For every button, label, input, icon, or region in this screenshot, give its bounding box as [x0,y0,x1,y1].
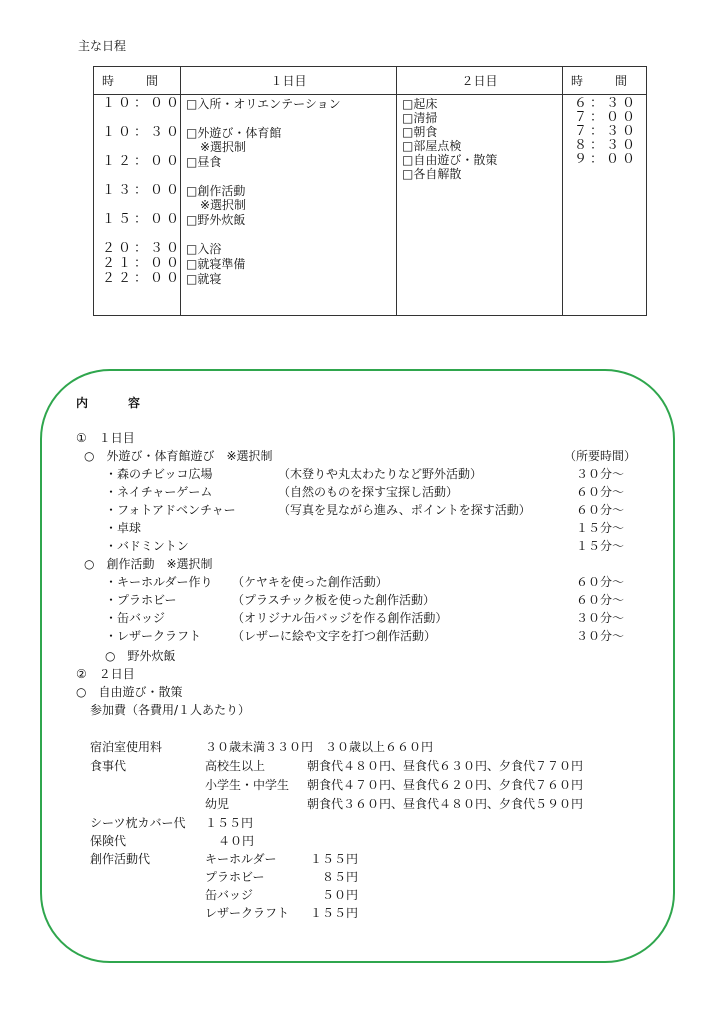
outdoor-time: １５分～ [576,521,625,535]
schedule-header-row [94,67,647,95]
day2-time: ７：００ [573,110,638,125]
craft-fee-label: 創作活動代 [90,852,151,866]
craft-fee-item: 缶バッジ [205,888,254,902]
day1-item: □入所・オリエンテーション [186,97,341,111]
meal-value: 朝食代４７０円、昼食代６２０円、夕食代７６０円 [307,778,584,792]
craft-desc: （ケヤキを使った創作活動） [232,575,388,589]
schedule-title: 主な日程 [78,39,127,53]
craft-fee-item: キーホルダー [205,852,277,866]
meal-group: 小学生・中学生 [205,778,290,792]
day1-item: □就寝準備 [186,257,246,271]
day1-item: □創作活動 [186,184,246,198]
schedule-body-row [94,95,647,316]
sheets-label: シーツ枕カバー代 [90,816,186,830]
fee-heading: 参加費（各費用/１人あたり） [90,703,251,717]
craft-name: ・キーホルダー作り [105,575,213,589]
insurance-label: 保険代 [90,834,127,848]
craft-fee-item: レザークラフト [205,906,290,920]
day1-item: □入浴 [186,242,222,256]
day1-time: ２０：３０ [102,241,183,256]
outdoor-time: ６０分～ [576,485,625,499]
meal-group: 高校生以上 [205,759,266,773]
day1-item: □昼食 [186,155,222,169]
craft-desc: （プラスチック板を使った創作活動） [232,593,436,607]
day2-time: ７：３０ [573,124,638,139]
meal-value: 朝食代４８０円、昼食代６３０円、夕食代７７０円 [307,759,584,773]
day2-time: ８：３０ [573,138,638,153]
content-title: 内 容 [76,396,155,410]
craft-desc: （レザーに絵や文字を打つ創作活動） [232,629,437,643]
lodging-value: ３０歳未満３３０円 ３０歳以上６６０円 [205,740,434,754]
outdoor-desc: （自然のものを探す宝探し活動） [278,485,459,499]
outdoor-time: ６０分～ [576,503,625,517]
day1-time: ２２：００ [102,271,183,286]
day2-item: □朝食 [402,125,438,139]
day1-note: ※選択制 [200,198,247,212]
day2-time: ６：３０ [573,96,638,111]
day1-times-cell [94,95,181,316]
outdoor-heading: ○ 外遊び・体育館遊び ※選択制 [84,449,273,463]
craft-name: ・プラホビー [105,593,177,607]
craft-desc: （オリジナル缶バッジを作る創作活動） [232,611,448,625]
meal-value: 朝食代３６０円、昼食代４８０円、夕食代５９０円 [307,797,584,811]
day1-time: １２：００ [102,154,183,169]
header-day2: ２日目 [397,67,563,95]
outdoor-time: １５分～ [576,539,625,553]
day2-item: □各自解散 [402,167,462,181]
meal-group: 幼児 [205,797,230,811]
outdoor-name: ・フォトアドベンチャー [105,503,236,517]
day1-time: ２１：００ [102,256,183,271]
day2-item: □起床 [402,97,438,111]
craft-fee-price: １５５円 [309,852,358,866]
outdoor-desc: （木登りや丸太わたりなど野外活動） [278,467,483,481]
header-day1: １日目 [181,67,397,95]
outdoor-name: ・卓球 [105,521,142,535]
day1-time: １３：００ [102,183,183,198]
header-time-right: 時 間 [563,67,647,95]
day1-note: ※選択制 [200,140,247,154]
craft-fee-item: プラホビー [205,870,265,884]
meal-label: 食事代 [90,759,127,773]
craft-fee-price: １５５円 [309,906,358,920]
day2-item: □清掃 [402,111,438,125]
day1-item: □野外炊飯 [186,213,246,227]
header-time-left: 時 間 [94,67,181,95]
craft-name: ・レザークラフト [105,629,202,643]
craft-time: ６０分～ [576,575,625,589]
craft-heading: ○ 創作活動 ※選択制 [84,557,213,571]
free-play-item: ○ 自由遊び・散策 [76,685,183,699]
day1-items-cell [181,95,397,316]
outdoor-desc: （写真を見ながら進み、ポイントを探す活動） [278,503,531,517]
cooking-item: ○ 野外炊飯 [105,649,176,663]
craft-name: ・缶バッジ [105,611,166,625]
craft-fee-price: ８５円 [321,870,358,884]
craft-time: ６０分～ [576,593,625,607]
craft-time: ３０分～ [576,629,625,643]
craft-time: ３０分～ [576,611,625,625]
day1-time: １０：３０ [102,125,183,140]
day1-time: １０：００ [102,96,183,111]
day2-heading: ② ２日目 [76,667,135,681]
duration-header: （所要時間） [564,449,637,463]
insurance-value: ４０円 [218,834,255,848]
day1-heading: ① １日目 [76,431,135,445]
schedule-table [93,66,647,316]
day1-item: □外遊び・体育館 [186,126,282,140]
lodging-label: 宿泊室使用料 [90,740,163,754]
day1-time: １５：００ [102,212,183,227]
day2-times-cell [563,95,647,316]
outdoor-name: ・森のチビッコ広場 [105,467,213,481]
day2-item: □自由遊び・散策 [402,153,498,167]
day2-time: ９：００ [573,152,638,167]
day1-item: □就寝 [186,272,222,286]
craft-fee-price: ５０円 [321,888,358,902]
outdoor-name: ・バドミントン [105,539,189,553]
day2-item: □部屋点検 [402,139,462,153]
outdoor-time: ３０分～ [576,467,625,481]
day2-items-cell [397,95,563,316]
outdoor-name: ・ネイチャーゲーム [105,485,213,499]
sheets-value: １５５円 [205,816,254,830]
